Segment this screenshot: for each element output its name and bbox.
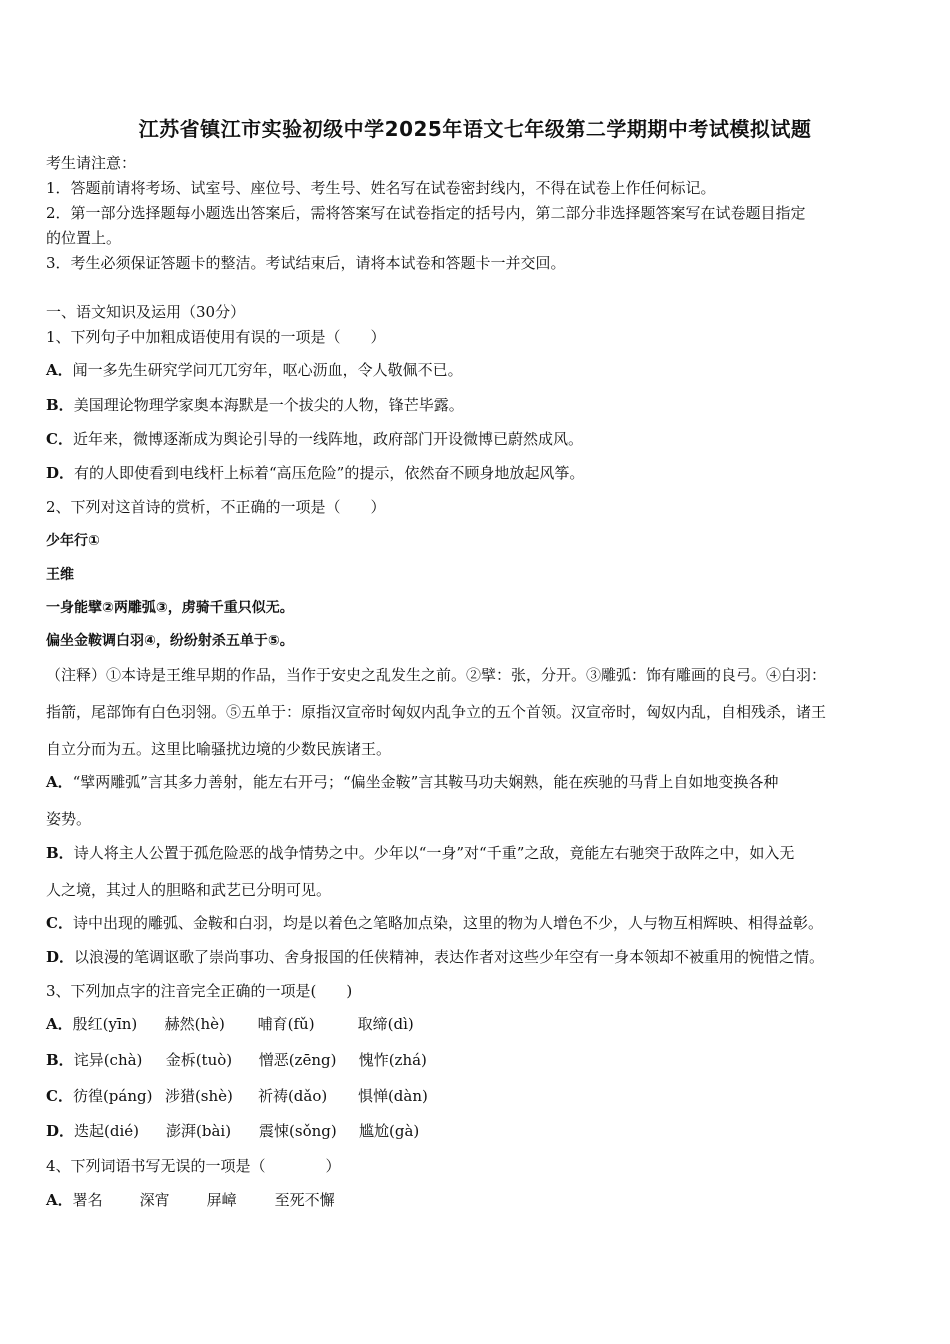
q1-option-a [46, 359, 463, 380]
option-label: C． [46, 1087, 73, 1105]
q1-option-d [46, 462, 584, 483]
pinyin-word: 澎湃(bài) [166, 1122, 232, 1140]
pinyin-word: 哺育(fǔ) [257, 1015, 315, 1033]
q1-option-b [46, 394, 464, 415]
word: 深宵 [139, 1191, 170, 1209]
poem-author: 王维 [46, 567, 74, 583]
q2-option-a-cont: 姿势。 [46, 810, 92, 828]
poem-line-1: 一身能擘②两雕弧③，虏骑千重只似无。 [46, 600, 294, 616]
option-text: 有的人即使看到电线杆上标着“高压危险”的提示，依然奋不顾身地放起风筝。 [74, 464, 585, 482]
poem-line-2: 偏坐金鞍调白羽④，纷纷射杀五单于⑤。 [46, 633, 294, 649]
pinyin-word: 震悚(sǒng) [259, 1122, 337, 1140]
notice-item-1: 1．答题前请将考场、试室号、座位号、考生号、姓名写在试卷密封线内，不得在试卷上作任何标记。 [46, 179, 716, 197]
option-label: D． [46, 948, 75, 966]
word: 屏嶂 [206, 1191, 237, 1209]
pinyin-word: 涉猎(shè) [164, 1087, 233, 1105]
q2-option-b-cont: 人之境，其过人的胆略和武艺已分明可见。 [46, 881, 332, 899]
pinyin-word: 彷徨(páng) [72, 1087, 153, 1105]
pinyin-word: 金柝(tuò) [165, 1051, 233, 1069]
word: 署名 [72, 1191, 103, 1209]
notice-item-2-cont: 的位置上。 [46, 229, 122, 247]
pinyin-word: 殷红(yīn) [72, 1015, 138, 1033]
q1-stem: 1、下列句子中加粗成语使用有误的一项是（ ） [46, 328, 386, 346]
option-label: A． [46, 773, 73, 791]
option-label: D． [46, 464, 75, 482]
option-text: 诗人将主人公置于孤危险恶的战争情势之中。少年以“一身”对“千重”之敌，竟能左右驰突于敌阵之中，如入无 [73, 844, 795, 862]
notice-item-3: 3．考生必须保证答题卡的整洁。考试结束后，请将本试卷和答题卡一并交回。 [46, 254, 566, 272]
pinyin-word: 诧异(chà) [73, 1051, 143, 1069]
pinyin-word: 愧怍(zhá) [358, 1051, 427, 1069]
option-label: C． [46, 430, 73, 448]
option-label: A． [46, 1191, 73, 1209]
q1-option-c [46, 428, 583, 449]
option-label: A． [46, 361, 73, 379]
option-text: 以浪漫的笔调讴歌了崇尚事功、舍身报国的任侠精神，表达作者对这些少年空有一身本领却不被重用的惋惜之情。 [74, 948, 825, 966]
section-heading: 一、语文知识及运用（30分） [46, 303, 246, 321]
option-text: 美国理论物理学家奥本海默是一个拔尖的人物，锋芒毕露。 [73, 396, 464, 414]
q2-option-c [46, 912, 823, 933]
pinyin-word: 取缔(dì) [357, 1015, 414, 1033]
q3-option-c [46, 1085, 428, 1106]
option-label: B． [46, 396, 74, 414]
pinyin-word: 祈祷(dǎo) [257, 1087, 328, 1105]
option-text: 诗中出现的雕弧、金鞍和白羽，均是以着色之笔略加点染，这里的物为人增色不少，人与物互相辉映、相得益彰。 [72, 914, 823, 932]
q2-option-d [46, 946, 824, 967]
option-label: C． [46, 914, 73, 932]
q2-option-a [46, 771, 778, 792]
option-text: “擘两雕弧”言其多力善射，能左右开弓；“偏坐金鞍”言其鞍马功夫娴熟，能在疾驰的马背上自如地变换各种 [72, 773, 779, 791]
q3-stem: 3、下列加点字的注音完全正确的一项是( ) [46, 982, 353, 1000]
q4-option-a [46, 1189, 342, 1210]
pinyin-word: 惧惮(dàn) [357, 1087, 428, 1105]
word: 至死不懈 [274, 1191, 335, 1209]
notice-heading: 考生请注意： [46, 154, 137, 172]
q3-option-b [46, 1049, 427, 1070]
option-label: B． [46, 844, 74, 862]
option-label: B． [46, 1051, 74, 1069]
q3-option-a [46, 1013, 414, 1034]
poem-note-3: 自立分而为五。这里比喻骚扰边境的少数民族诸王。 [46, 740, 392, 758]
option-label: D． [46, 1122, 75, 1140]
q3-option-d [46, 1120, 419, 1141]
q2-stem: 2、下列对这首诗的赏析，不正确的一项是（ ） [46, 498, 386, 516]
poem-note-2: 指箭，尾部饰有白色羽翎。⑤五单于：原指汉宣帝时匈奴内乱争立的五个首领。汉宣帝时，匈奴内乱，自相残杀，诸王 [46, 703, 827, 721]
notice-item-2: 2．第一部分选择题每小题选出答案后，需将答案写在试卷指定的括号内，第二部分非选择题答案写在试卷题目指定 [46, 204, 806, 222]
option-label: A． [46, 1015, 73, 1033]
page-title: 江苏省镇江市实验初级中学2025年语文七年级第二学期期中考试模拟试题 [138, 117, 812, 141]
option-text: 闻一多先生研究学问兀兀穷年，呕心沥血，令人敬佩不已。 [72, 361, 463, 379]
pinyin-word: 憎恶(zēng) [258, 1051, 337, 1069]
q2-option-b [46, 842, 794, 863]
poem-note-1: （注释）①本诗是王维早期的作品，当作于安史之乱发生之前。②擘：张，分开。③雕弧：饰有雕画的良弓。④白羽： [46, 666, 827, 684]
pinyin-word: 赫然(hè) [164, 1015, 225, 1033]
poem-title: 少年行① [46, 533, 100, 549]
option-text: 近年来，微博逐渐成为舆论引导的一线阵地，政府部门开设微博已蔚然成风。 [72, 430, 583, 448]
pinyin-word: 迭起(dié) [74, 1122, 139, 1140]
q4-stem: 4、下列词语书写无误的一项是（ ） [46, 1157, 341, 1175]
pinyin-word: 尴尬(gà) [359, 1122, 420, 1140]
